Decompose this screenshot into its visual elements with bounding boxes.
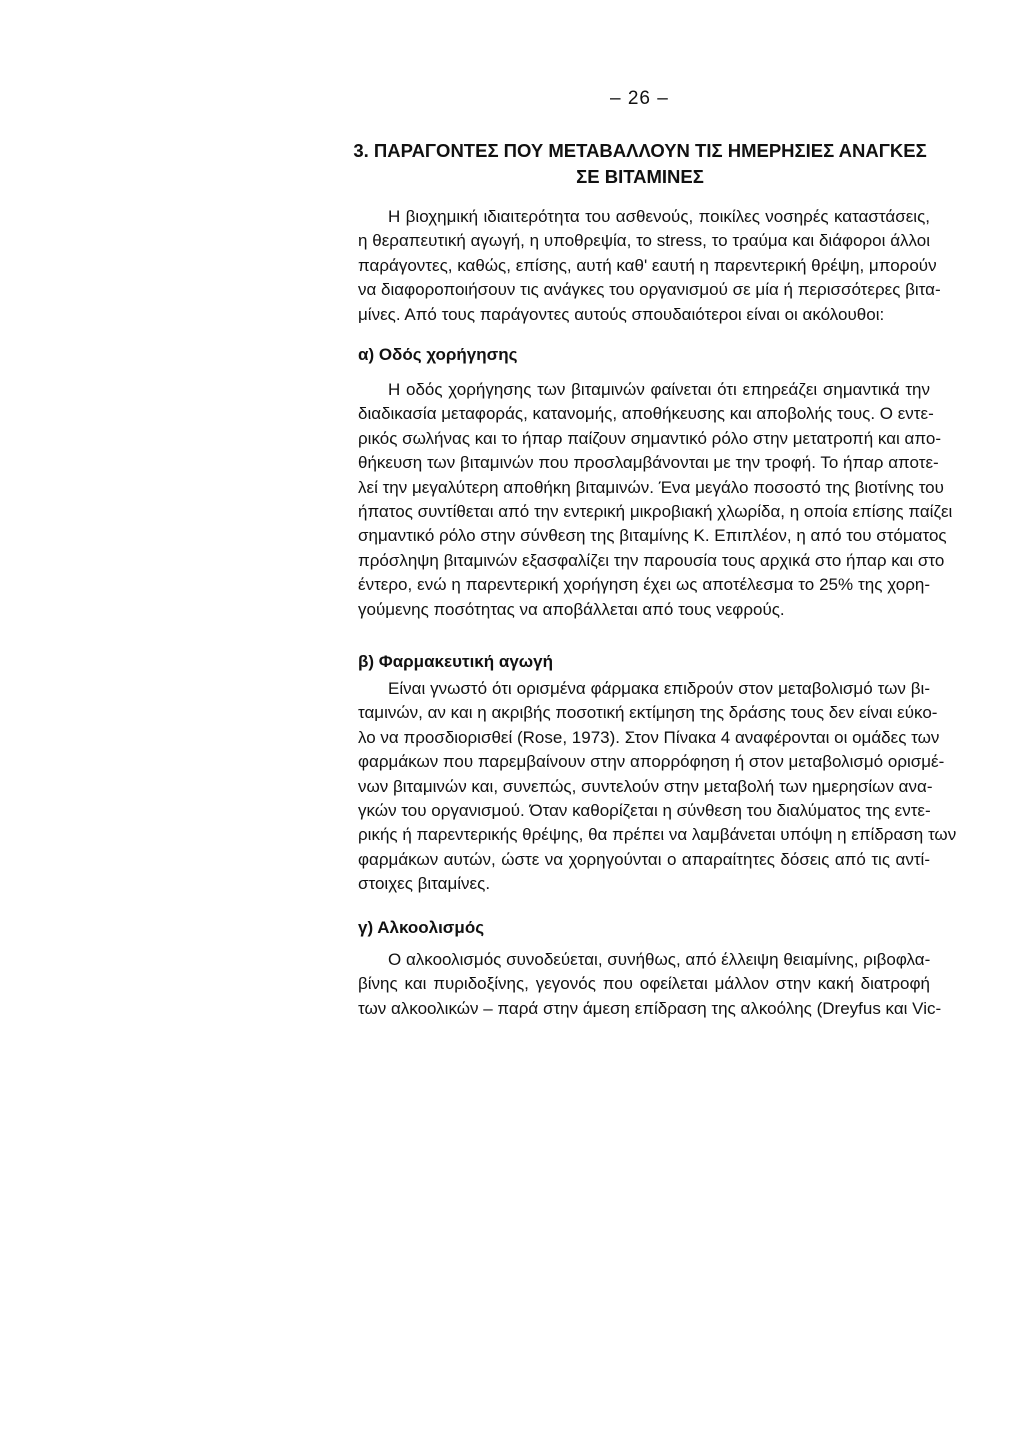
text-line: σημαντικό ρόλο στην σύνθεση της βιταμίνης Κ. Επιπλέον, η από του στόματος bbox=[358, 526, 947, 546]
text-line: ήπατος συντίθεται από την εντερική μικροβιακή χλωρίδα, η οποία επίσης παίζει bbox=[358, 502, 953, 522]
text-line: Ο αλκοολισμός συνοδεύεται, συνήθως, από έλλειψη θειαμίνης, ριβοφλα- bbox=[388, 950, 931, 969]
text-line: ταμινών, αν και η ακριβής ποσοτική εκτίμηση της δράσης τους δεν είναι εύκο- bbox=[358, 703, 938, 723]
text-line: έντερο, ενώ η παρεντερική χορήγηση έχει ως αποτέλεσμα το 25% της χορη- bbox=[358, 575, 930, 595]
section-alcoholism-paragraph bbox=[358, 948, 942, 1021]
chapter-title-line-1: 3. ΠΑΡΑΓΟΝΤΕΣ ΠΟΥ ΜΕΤΑΒΑΛΛΟΥΝ ΤΙΣ ΗΜΕΡΗΣΙΕΣ ΑΝΑΓΚΕΣ bbox=[353, 140, 927, 161]
section-heading-pharmacotherapy: β) Φαρμακευτική αγωγή bbox=[358, 652, 553, 671]
text-line: Είναι γνωστό ότι ορισμένα φάρμακα επιδρούν στον μεταβολισμό των βι- bbox=[388, 679, 930, 698]
text-line: να διαφοροποιήσουν τις ανάγκες του οργανισμού σε μία ή περισσότερες βιτα- bbox=[358, 280, 941, 300]
text-line: φαρμάκων αυτών, ώστε να χορηγούνται ο απαραίτητες δόσεις από τις αντί- bbox=[358, 849, 930, 869]
text-line: στοιχες βιταμίνες. bbox=[358, 874, 491, 894]
text-line: των αλκοολικών – παρά στην άμεση επίδραση της αλκοόλης (Dreyfus και Vic- bbox=[358, 998, 942, 1018]
text-line: βίνης και πυριδοξίνης, γεγονός που οφείλεται μάλλον στην κακή διατροφή bbox=[358, 974, 930, 994]
chapter-title bbox=[350, 138, 930, 190]
text-line: φαρμάκων που παρεμβαίνουν στην απορρόφηση ή στον μεταβολισμό ορισμέ- bbox=[358, 752, 945, 772]
text-line: ρικός σωλήνας και το ήπαρ παίζουν σημαντικό ρόλο στην μετατροπή και απο- bbox=[358, 428, 941, 448]
chapter-title-line-2: ΣΕ ΒΙΤΑΜΙΝΕΣ bbox=[576, 166, 704, 187]
text-line: Η βιοχημική ιδιαιτερότητα του ασθενούς, ποικίλες νοσηρές καταστάσεις, bbox=[388, 207, 930, 226]
section-pharmacotherapy-paragraph bbox=[358, 677, 957, 897]
text-line: η θεραπευτική αγωγή, η υποθρεψία, το stress, το τραύμα και διάφοροι άλλοι bbox=[358, 231, 930, 251]
page-number: – 26 – bbox=[610, 88, 669, 109]
text-line: θήκευση των βιταμινών που προσλαμβάνονται με την τροφή. Το ήπαρ αποτε- bbox=[358, 453, 939, 473]
section-heading-route: α) Οδός χορήγησης bbox=[358, 345, 518, 364]
text-line: παράγοντες, καθώς, επίσης, αυτή καθ' εαυτή η παρεντερική θρέψη, μπορούν bbox=[358, 255, 937, 275]
section-heading-alcoholism: γ) Αλκοολισμός bbox=[358, 918, 485, 937]
text-line: διαδικασία μεταφοράς, κατανομής, αποθήκευσης και αποβολής τους. Ο εντε- bbox=[358, 404, 934, 424]
text-line: λεί την μεγαλύτερη αποθήκη βιταμινών. Ένα μεγάλο ποσοστό της βιοτίνης του bbox=[358, 477, 944, 497]
intro-paragraph bbox=[358, 205, 941, 327]
text-line: μίνες. Από τους παράγοντες αυτούς σπουδαιότεροι είναι οι ακόλουθοι: bbox=[358, 304, 885, 324]
text-line: πρόσληψη βιταμινών εξασφαλίζει την παρουσία τους αρχικά στο ήπαρ και στο bbox=[358, 550, 945, 570]
text-line: Η οδός χορήγησης των βιταμινών φαίνεται ότι επηρεάζει σημαντικά την bbox=[388, 380, 930, 399]
text-line: γκών του οργανισμού. Όταν καθορίζεται η σύνθεση του διαλύματος της εντε- bbox=[358, 801, 931, 821]
text-line: λο να προσδιορισθεί (Rose, 1973). Στον Πίνακα 4 αναφέρονται οι ομάδες των bbox=[358, 727, 940, 747]
text-line: ρικής ή παρεντερικής θρέψης, θα πρέπει να λαμβάνεται υπόψη η επίδραση των bbox=[358, 825, 957, 845]
section-route-paragraph bbox=[358, 378, 953, 622]
text-line: γούμενης ποσότητας να αποβάλλεται από τους νεφρούς. bbox=[358, 599, 785, 619]
text-line: νων βιταμινών και, συνεπώς, συντελούν στην μεταβολή των ημερησίων ανα- bbox=[358, 776, 933, 796]
